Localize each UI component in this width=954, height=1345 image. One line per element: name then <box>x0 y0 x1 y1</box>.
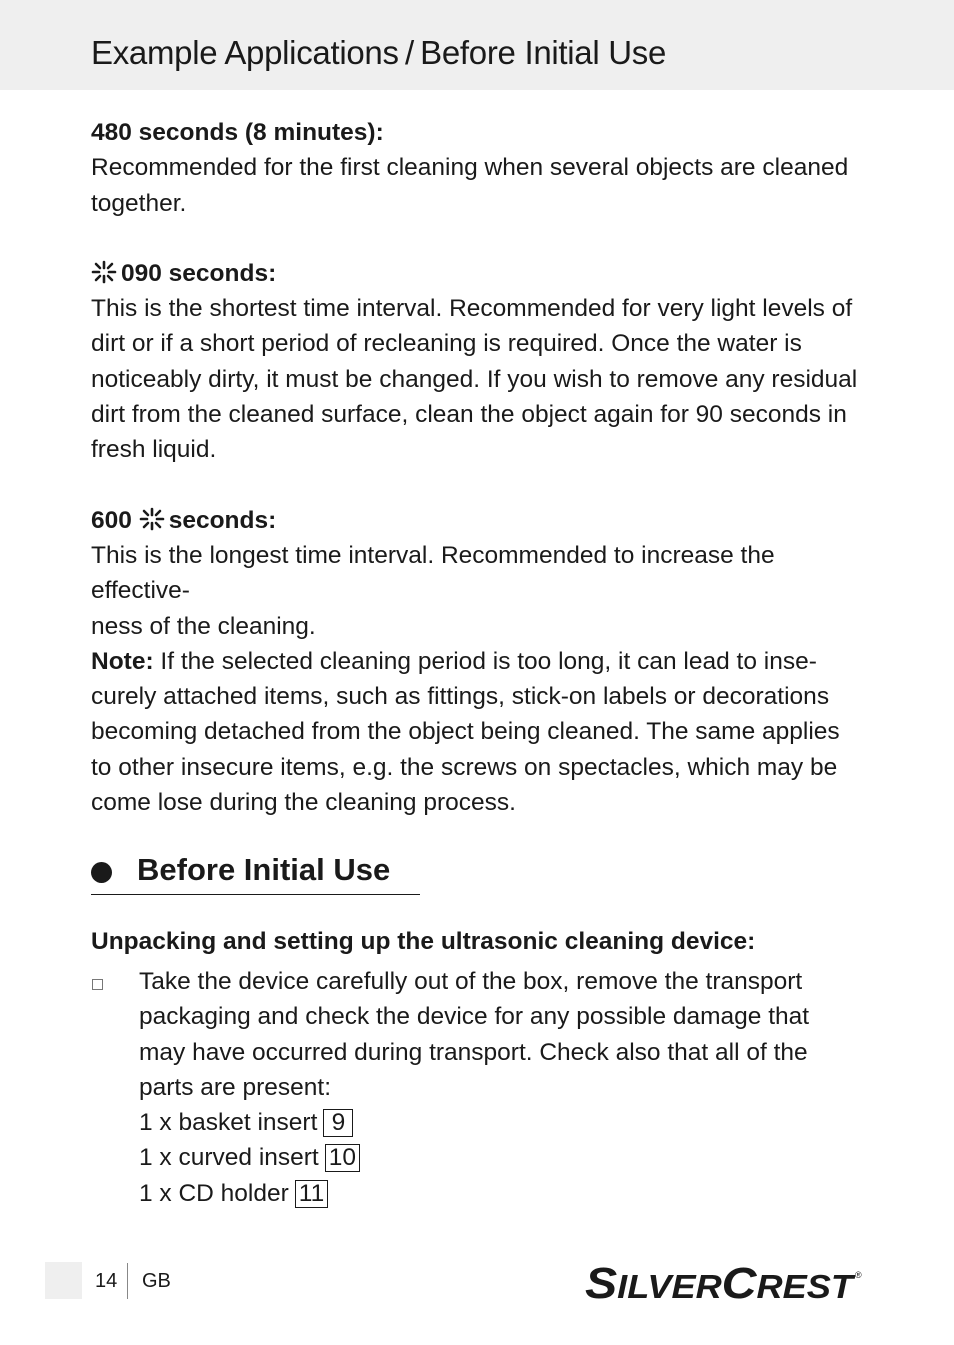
note-first-text: If the selected cleaning period is too long, it can lead to inse- <box>153 647 817 675</box>
item-line: may have occurred during transport. Check also that all of the <box>139 1038 808 1066</box>
heading-600-post: seconds: <box>168 506 277 534</box>
list-item <box>91 964 866 1211</box>
sparkle-icon <box>139 507 165 531</box>
part-number: 11 <box>295 1180 328 1208</box>
part-line-basket <box>139 1105 809 1140</box>
note-line-1 <box>91 644 866 679</box>
body-090-line-3: noticeably dirty, it must be changed. If you wish to remove any residual <box>91 365 858 393</box>
part-line-cd <box>139 1176 809 1211</box>
item-line: Take the device carefully out of the box, remove the transport <box>139 968 803 995</box>
page-title: Example Applications / Before Initial Use <box>91 34 667 71</box>
body-090-line-1: This is the shortest time interval. Recommended for very light levels of <box>91 295 853 323</box>
heading-480: 480 seconds (8 minutes): <box>91 119 384 146</box>
note-line-4: to other insecure items, e.g. the screws on spectacles, which may be <box>91 753 838 781</box>
content <box>91 115 866 820</box>
section-bullet-icon <box>91 862 112 883</box>
list-item-text <box>139 964 809 1211</box>
part-number: 10 <box>325 1144 360 1172</box>
heading-090-text: 090 seconds: <box>121 259 277 287</box>
part-line-curved <box>139 1140 809 1175</box>
footer-marker <box>45 1262 82 1299</box>
svg-text:SILVERCREST: SILVER CREST <box>585 1260 845 1306</box>
part-number: 9 <box>323 1109 353 1137</box>
body-480-line-1: Recommended for the first cleaning when several objects are cleaned <box>91 154 849 182</box>
sub-heading: Unpacking and setting up the ultrasonic cleaning device: <box>91 928 756 955</box>
sparkle-icon <box>91 260 117 284</box>
note-line-5: come lose during the cleaning process. <box>91 789 516 817</box>
page-number: 14 <box>95 1270 118 1292</box>
heading-090 <box>91 256 866 291</box>
item-line: packaging and check the device for any possible damage that <box>139 1003 810 1031</box>
body-600-line-2: ness of the cleaning. <box>91 612 316 640</box>
body-090-line-5: fresh liquid. <box>91 436 217 464</box>
heading-600-pre: 600 <box>91 506 132 534</box>
section-header <box>91 852 390 893</box>
note-label: Note: <box>91 647 154 675</box>
svg-text:®: ® <box>855 1270 862 1280</box>
body-090-line-2: dirt or if a short period of recleaning is required. Once the water is <box>91 330 802 358</box>
section-underline <box>91 894 420 895</box>
brand-logo <box>585 1260 865 1311</box>
checkbox-icon <box>92 979 103 990</box>
language-code: GB <box>142 1270 171 1292</box>
heading-600 <box>91 503 866 538</box>
body-090-line-4: dirt from the cleaned surface, clean the object again for 90 seconds in <box>91 401 847 429</box>
section-title: Before Initial Use <box>137 852 391 887</box>
part-label: 1 x CD holder <box>139 1179 289 1207</box>
body-480-line-2: together. <box>91 189 187 217</box>
footer-divider <box>127 1263 128 1299</box>
item-line: parts are present: <box>139 1073 332 1101</box>
note-line-2: curely attached items, such as fittings, stick-on labels or decorations <box>91 683 830 711</box>
part-label: 1 x curved insert <box>139 1144 319 1172</box>
note-line-3: becoming detached from the object being cleaned. The same applies <box>91 718 840 746</box>
body-600-line-1: This is the longest time interval. Recommended to increase the effective- <box>91 541 775 605</box>
unpacking-list <box>91 964 866 1211</box>
part-label: 1 x basket insert <box>139 1109 318 1137</box>
